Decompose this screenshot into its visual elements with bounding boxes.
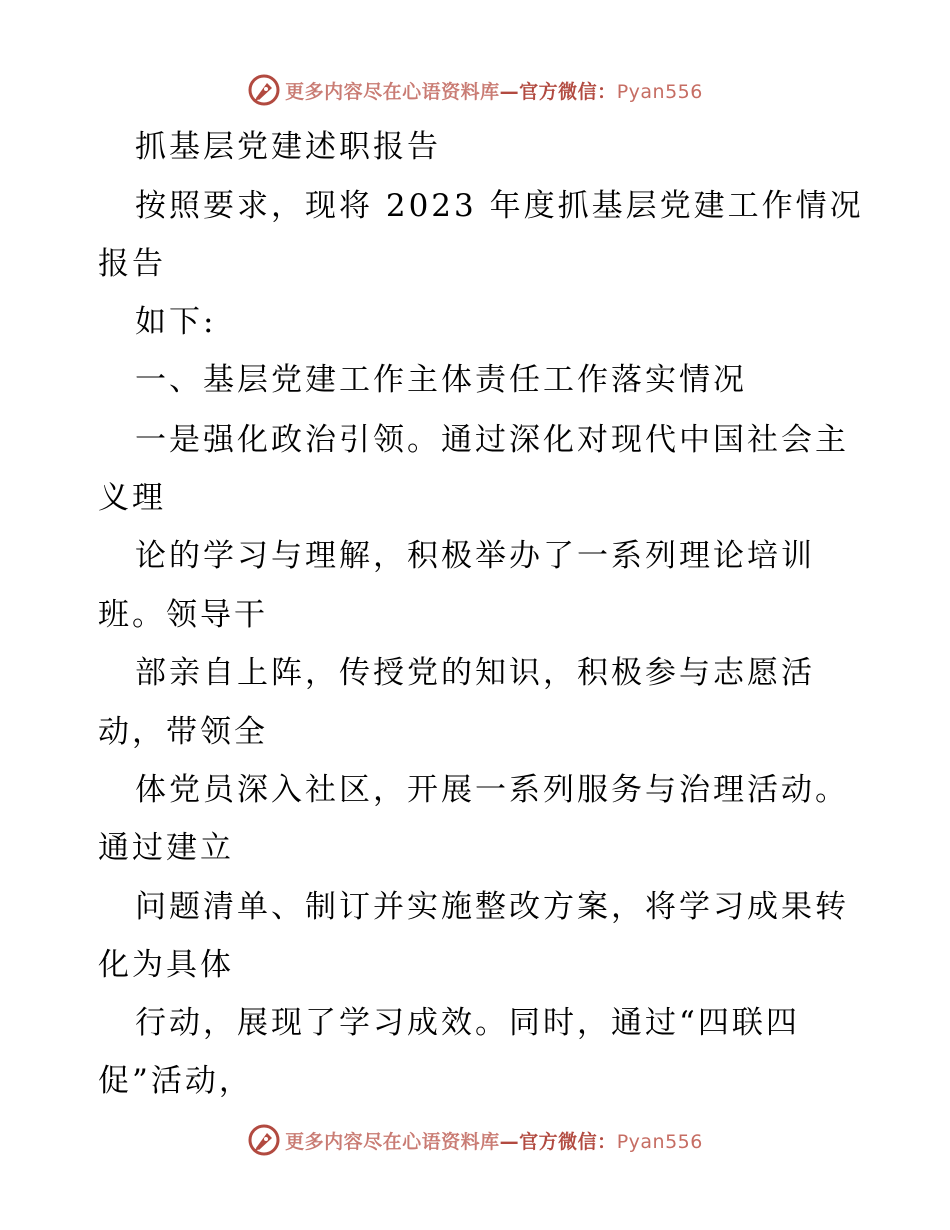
paragraph-line: 通过建立 — [98, 830, 234, 866]
footer-watermark — [0, 1120, 950, 1160]
paragraph-line: 促”活动， — [98, 1063, 253, 1099]
paragraph-line: 动，带领全 — [98, 714, 268, 750]
paragraph-line: 论的学习与理解，积极举办了一系列理论培训 — [135, 538, 815, 574]
paragraph-line: 问题清单、制订并实施整改方案，将学习成果转 — [135, 889, 849, 925]
paragraph-line: 部亲自上阵，传授党的知识，积极参与志愿活 — [135, 655, 815, 691]
section-heading: 一、基层党建工作主体责任工作落实情况 — [135, 362, 747, 398]
paragraph-line: 一是强化政治引领。通过深化对现代中国社会主 — [135, 422, 849, 458]
paragraph-line: 班。领导干 — [98, 597, 268, 633]
paragraph-line: 化为具体 — [98, 947, 234, 983]
watermark-text: 更多内容尽在心语资料库—官方微信：Pyan556 — [285, 1130, 703, 1153]
paragraph-line: 按照要求，现将 2023 年度抓基层党建工作情况 — [135, 188, 864, 224]
pen-nib-circle-icon — [247, 1123, 281, 1157]
paragraph-line: 如下: — [135, 304, 217, 340]
paragraph-line: 义理 — [98, 480, 166, 516]
paragraph-line: 报告 — [98, 246, 166, 282]
document-title: 抓基层党建述职报告 — [135, 129, 441, 165]
paragraph-line: 行动，展现了学习成效。同时，通过“四联四 — [135, 1005, 800, 1041]
watermark-text: 更多内容尽在心语资料库—官方微信：Pyan556 — [285, 80, 703, 103]
paragraph-line: 体党员深入社区，开展一系列服务与治理活动。 — [135, 772, 849, 808]
